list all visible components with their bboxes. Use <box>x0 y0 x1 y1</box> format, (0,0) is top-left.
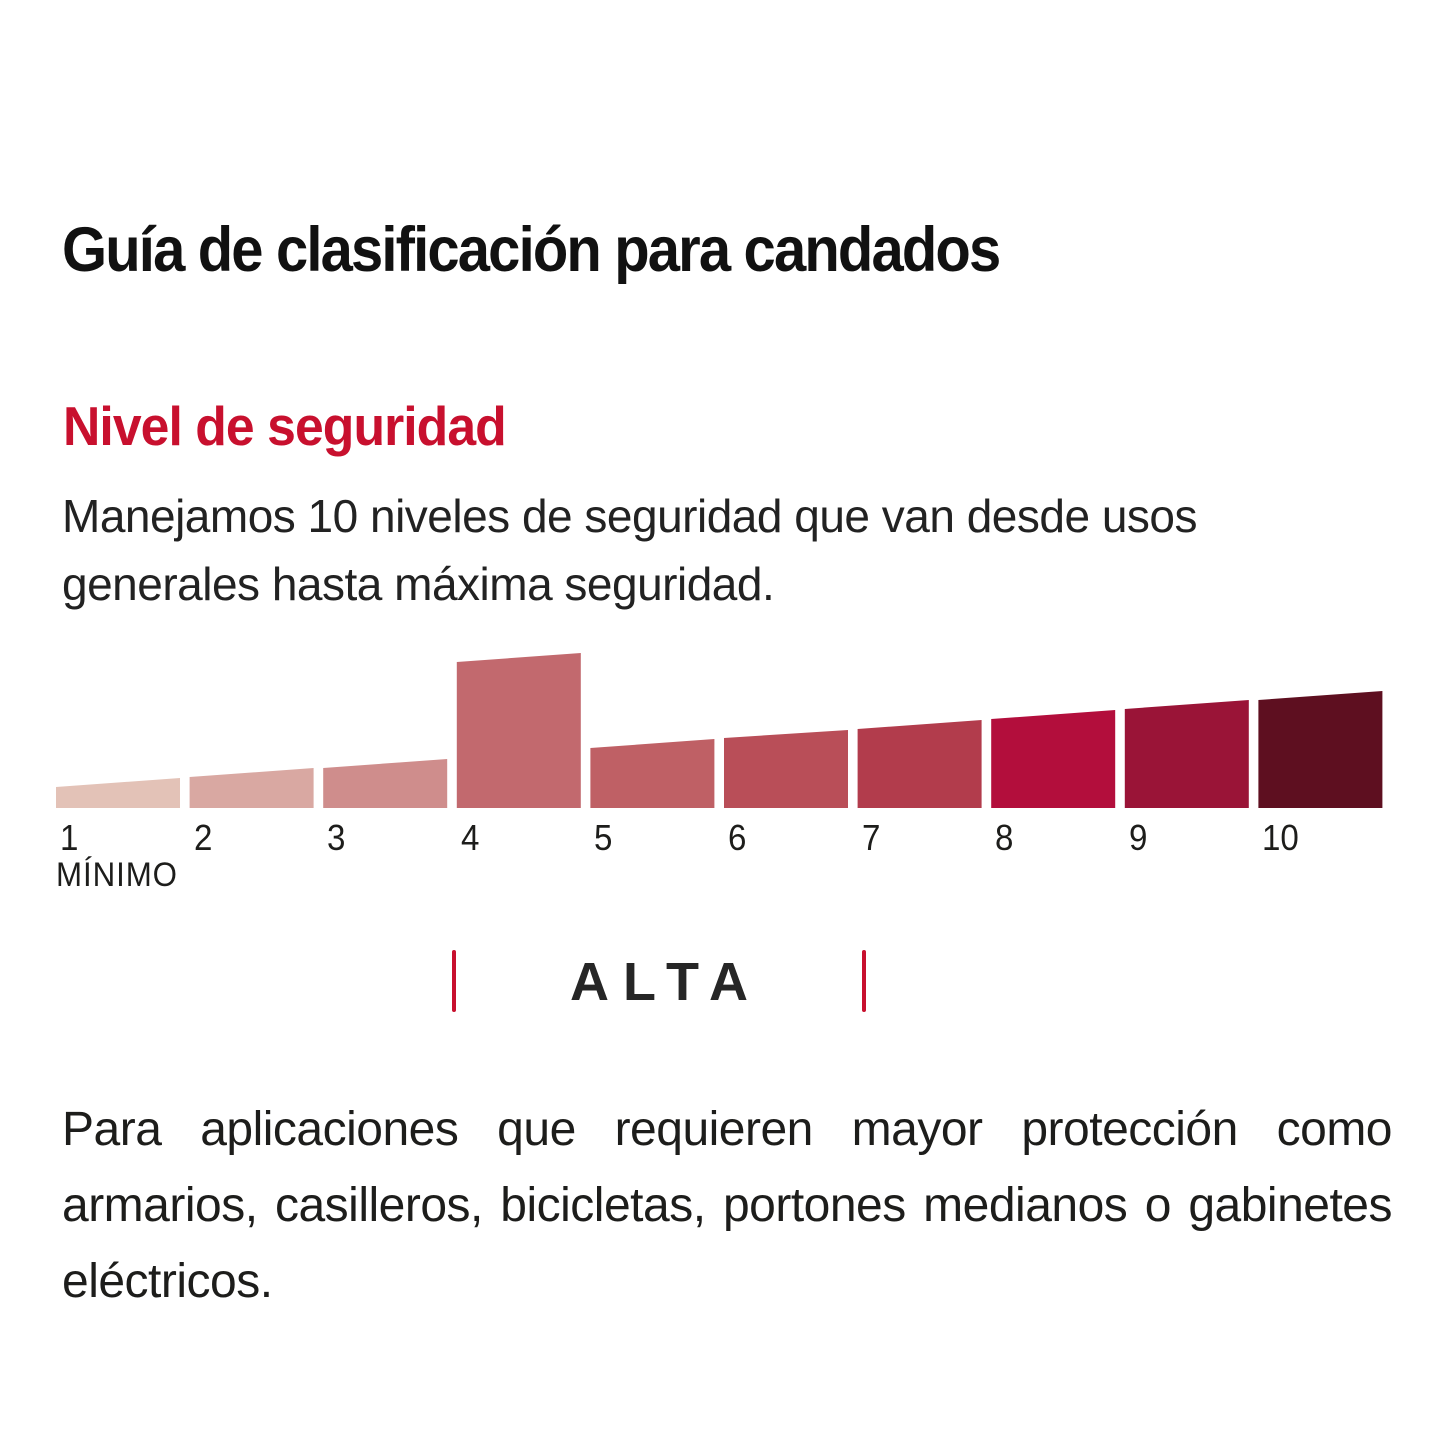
section-heading: Nivel de seguridad <box>63 394 506 457</box>
alta-right-tick <box>862 950 866 1012</box>
chart-bar-level-9 <box>1125 700 1249 808</box>
alta-range-indicator <box>0 948 1445 1023</box>
security-level-chart <box>0 640 1445 910</box>
alta-range-label: ALTA <box>570 952 762 1012</box>
chart-bar-level-5 <box>590 739 714 808</box>
chart-bar-level-8 <box>991 710 1115 808</box>
bar-chart-svg <box>0 640 1445 810</box>
level-label-10: 10 <box>1262 817 1300 858</box>
level-label-7: 7 <box>861 817 881 858</box>
chart-bar-level-6 <box>724 730 848 808</box>
chart-bar-level-10 <box>1258 691 1382 808</box>
level-label-3: 3 <box>327 817 346 858</box>
level-label-1: 1 <box>60 817 79 858</box>
chart-bar-level-1 <box>56 778 180 808</box>
level-label-6: 6 <box>728 817 747 858</box>
level-label-8: 8 <box>995 817 1014 858</box>
level-label-9: 9 <box>1128 817 1148 858</box>
level-label-4: 4 <box>460 817 480 858</box>
minimum-label: MÍNIMO <box>56 856 178 894</box>
chart-bar-level-7 <box>858 720 982 808</box>
level-label-2: 2 <box>193 817 213 858</box>
chart-bar-level-3 <box>323 759 447 808</box>
chart-bar-level-4-highlighted <box>457 653 581 808</box>
description-paragraph: Para aplicaciones que requieren mayor protección como armarios, casilleros, bicicletas, portones medianos o gabinetes eléctricos. <box>62 1103 1392 1308</box>
page-title: Guía de clasificación para candados <box>62 215 1000 286</box>
intro-paragraph: Manejamos 10 niveles de seguridad que van desde usos generales hasta máxima seguridad. <box>62 490 1197 610</box>
level-label-5: 5 <box>594 817 613 858</box>
chart-bar-level-2 <box>190 768 314 808</box>
